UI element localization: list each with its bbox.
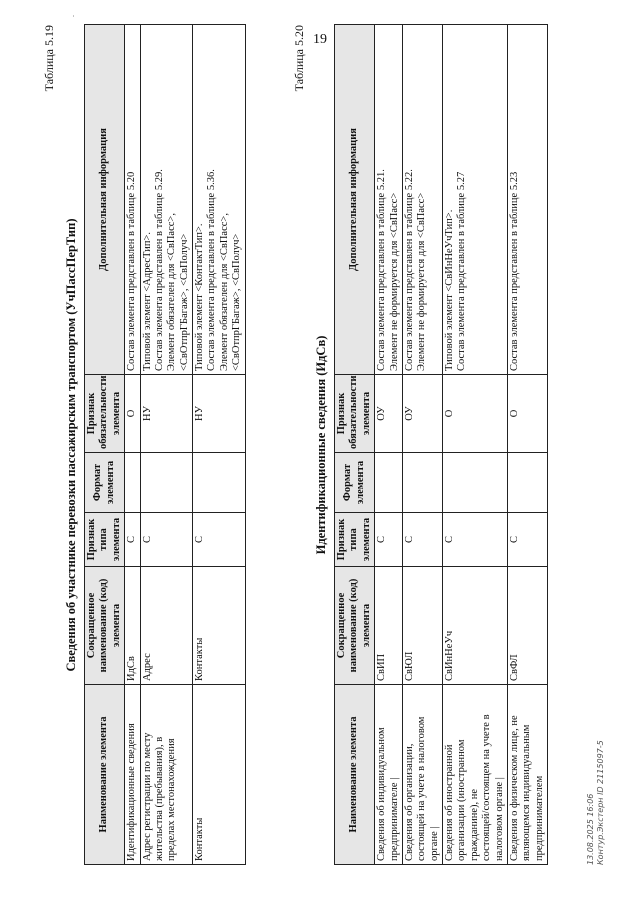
element-code-cell: СвИП	[375, 567, 403, 685]
element-name-cell	[193, 685, 246, 865]
cell-line: Сведения об индивидуальном	[376, 727, 388, 861]
cell-line: налоговом органе |	[493, 777, 505, 861]
cell-line: Идентификационные сведения	[126, 723, 138, 861]
column-header: Наименование элемента	[335, 685, 375, 865]
additional-info-cell	[125, 25, 140, 375]
element-format-cell	[507, 453, 547, 513]
cell-line: Состав элемента представлен в таблице 5.20	[126, 171, 138, 371]
element-code-cell: ИдСв	[125, 567, 140, 685]
element-type-cell: С	[443, 513, 508, 567]
element-required-cell: О	[443, 375, 508, 453]
cell-line: Контакты	[194, 817, 205, 861]
table-number: Таблица 5.20	[292, 25, 306, 92]
element-format-cell	[140, 453, 193, 513]
cell-line: Состав элемента представлен в таблице 5.27	[456, 171, 468, 371]
cell-line: Адрес регистрации по месту	[141, 732, 153, 861]
table-row	[375, 25, 403, 865]
element-type-cell: С	[507, 513, 547, 567]
table-number: Таблица 5.19	[42, 25, 56, 92]
element-type-cell: С	[402, 513, 442, 567]
cell-line: Элемент обязателен для <СвПасс>,	[218, 213, 230, 371]
cell-line: Элемент не формируется для <СвПасс>	[416, 192, 428, 371]
cell-line: состоящей на учете в налоговом	[416, 716, 428, 861]
element-format-cell	[193, 453, 246, 513]
column-header: Формат элемента	[335, 453, 375, 513]
element-type-cell: С	[193, 513, 246, 567]
additional-info-cell	[375, 25, 403, 375]
element-format-cell	[402, 453, 442, 513]
element-name-cell	[402, 685, 442, 865]
element-name-cell	[125, 685, 140, 865]
cell-line: состоящей/состоящем на учете в	[481, 714, 493, 861]
table-row	[193, 25, 246, 865]
column-header: Признак типа элемента	[335, 513, 375, 567]
cell-line: предпринимателем	[533, 775, 545, 861]
cell-line: <СвОтпрГБагаж>, <СвПолуч>	[178, 233, 190, 371]
binding-mark: ˙	[72, 14, 75, 24]
table-row	[140, 25, 193, 865]
column-header: Сокращенное наименование (код) элемента	[85, 567, 125, 685]
table-header-row	[335, 25, 375, 865]
element-format-cell	[125, 453, 140, 513]
cell-line: Элемент не формируется для <СвПасс>	[388, 192, 400, 371]
cell-line: жительства (пребывания), в	[153, 736, 165, 861]
element-required-cell: ОУ	[402, 375, 442, 453]
element-required-cell: НУ	[193, 375, 246, 453]
cell-line: Сведения об иностранной	[444, 744, 455, 861]
element-code-cell: СвЮЛ	[402, 567, 442, 685]
additional-info-cell	[507, 25, 547, 375]
cell-line: Состав элемента представлен в таблице 5.23	[508, 171, 520, 371]
cell-line: являющемся индивидуальным	[521, 724, 533, 861]
column-header: Дополнительная информация	[85, 25, 125, 375]
cell-line: Типовой элемент <КонтактТип>.	[194, 223, 205, 371]
cell-line: Элемент обязателен для <СвПасс>,	[166, 213, 178, 371]
table-row	[402, 25, 442, 865]
element-name-cell	[140, 685, 193, 865]
element-required-cell: О	[507, 375, 547, 453]
column-header: Наименование элемента	[85, 685, 125, 865]
cell-line: Сведения о физическом лице, не	[508, 715, 520, 861]
cell-line: <СвОтпрГБагаж>, <СвПолуч>	[231, 233, 243, 371]
additional-info-cell	[193, 25, 246, 375]
element-type-cell: С	[125, 513, 140, 567]
cell-line: Сведения об организации,	[403, 743, 415, 861]
page-number: 19	[313, 32, 327, 47]
cell-line: гражданине), не	[468, 788, 480, 861]
cell-line: пределах местонахождения	[166, 738, 178, 861]
element-format-cell	[375, 453, 403, 513]
element-name-cell	[375, 685, 403, 865]
document-stamp	[586, 665, 605, 865]
table-row	[443, 25, 508, 865]
cell-line: Состав элемента представлен в таблице 5.29.	[153, 169, 165, 371]
cell-line: органе |	[428, 826, 440, 861]
element-code-cell: Контакты	[193, 567, 246, 685]
additional-info-cell	[402, 25, 442, 375]
element-required-cell: НУ	[140, 375, 193, 453]
cell-line: Типовой элемент <АдресТип>.	[141, 232, 153, 371]
element-required-cell: О	[125, 375, 140, 453]
column-header: Сокращенное наименование (код) элемента	[335, 567, 375, 685]
stamp-id: Контур.Экстерн ID 2115097-5	[595, 740, 605, 865]
element-type-cell: С	[375, 513, 403, 567]
table-row	[125, 25, 140, 865]
cell-line: Состав элемента представлен в таблице 5.21.	[376, 169, 388, 371]
table-title: Идентификационные сведения (ИдСв)	[314, 335, 328, 555]
cell-line: предпринимателе |	[388, 777, 400, 861]
element-format-cell	[443, 453, 508, 513]
element-code-cell: СвФЛ	[507, 567, 547, 685]
stamp-datetime: 13.08.2025 16:06	[586, 793, 595, 865]
element-required-cell: ОУ	[375, 375, 403, 453]
table-5-19	[84, 24, 246, 865]
column-header: Признак типа элемента	[85, 513, 125, 567]
table-5-20	[334, 24, 548, 865]
element-name-cell	[443, 685, 508, 865]
cell-line: Состав элемента представлен в таблице 5.36.	[206, 169, 218, 371]
table-title: Сведения об участнике перевозки пассажирским транспортом (УчПассПерТип)	[64, 218, 78, 672]
table-row	[507, 25, 547, 865]
additional-info-cell	[443, 25, 508, 375]
cell-line: Состав элемента представлен в таблице 5.22.	[403, 169, 415, 371]
additional-info-cell	[140, 25, 193, 375]
cell-line: организации (иностранном	[456, 739, 468, 861]
element-code-cell: Адрес	[140, 567, 193, 685]
table-header-row	[85, 25, 125, 865]
column-header: Признак обязательности элемента	[335, 375, 375, 453]
cell-line: Типовой элемент <СвИнНеУчТип>.	[444, 209, 455, 371]
element-type-cell: С	[140, 513, 193, 567]
column-header: Признак обязательности элемента	[85, 375, 125, 453]
element-code-cell: СвИнНеУч	[443, 567, 508, 685]
element-name-cell	[507, 685, 547, 865]
column-header: Формат элемента	[85, 453, 125, 513]
column-header: Дополнительная информация	[335, 25, 375, 375]
